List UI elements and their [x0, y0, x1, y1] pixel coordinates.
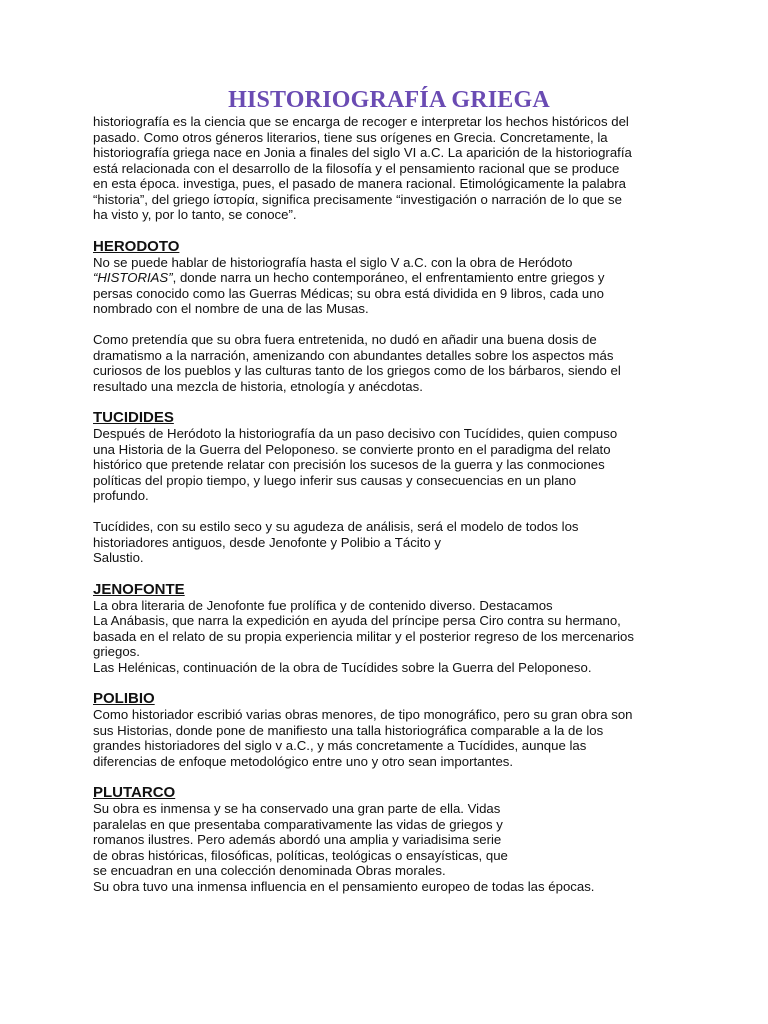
- document-page: [93, 86, 685, 894]
- section-heading: HERODOTO: [93, 237, 180, 255]
- section-paragraph: [93, 255, 685, 317]
- section-heading: PLUTARCO: [93, 784, 176, 801]
- section-heading: JENOFONTE: [93, 580, 185, 598]
- document-title: HISTORIOGRAFÍA GRIEGA: [228, 87, 550, 113]
- section-paragraph: Como pretendía que su obra fuera entretenida, no dudó en añadir una buena dosis de dramatismo a la narración, amenizando con abundantes detalles sobre los aspectos más curiosos de los pueblos y las culturas tanto de los griegos como de los bárbaros, siendo el resultado una mezcla de historia, etnología y anécdotas.: [93, 332, 621, 394]
- paragraph-line: No se puede hablar de historiografía hasta el siglo V a.C. con la obra de Heródoto: [93, 254, 573, 270]
- section-paragraph: Como historiador escribió varias obras menores, de tipo monográfico, pero su gran obra son sus Historias, donde pone de manifiesto una talla historiográfica comparable a la de los grandes historiadores del siglo v a.C., y más concretamente a Tucídides, aunque las diferencias de enfoque metodológico entre uno y otro sean importantes.: [93, 707, 633, 769]
- section-jenofonte: [93, 581, 685, 676]
- section-plutarco: [93, 784, 685, 894]
- section-paragraph: Después de Heródoto la historiografía da un paso decisivo con Tucídides, quien compuso una Historia de la Guerra del Peloponeso. se convierte pronto en el paradigma del relato histórico que pretende relatar con precisión los sucesos de la guerra y las conmociones políticas del propio tiempo, y luego inferir sus causas y consecuencias en un plano profundo.: [93, 426, 618, 503]
- section-polibio: [93, 690, 685, 769]
- section-herodoto: [93, 238, 685, 395]
- section-paragraph: Tucídides, con su estilo seco y su agudeza de análisis, será el modelo de todos los historiadores antiguos, desde Jenofonte y Polibio a Tácito y Salustio.: [93, 519, 579, 565]
- intro-paragraph: historiografía es la ciencia que se encarga de recoger e interpretar los hechos históricos del pasado. Como otros géneros literarios, tiene sus orígenes en Grecia. Concretamente, la historiografía griega nace en Jonia a finales del siglo VI a.C. La aparición de la historiografía está relacionada con el desarrollo de la filosofía y el pensamiento racional que se produce en esta época. investiga, pues, el pasado de manera racional. Etimológicamente la palabra “historia”, del griego ίστορία, significa precisamente “investigación o narración de lo que se ha visto y, por lo tanto, se conoce”.: [93, 114, 632, 222]
- section-heading: POLIBIO: [93, 690, 155, 707]
- section-tucidides: [93, 409, 685, 566]
- section-heading: TUCIDIDES: [93, 409, 174, 426]
- emphasized-title: “HISTORIAS”: [93, 270, 173, 285]
- paragraph-text: , donde narra un hecho contemporáneo, el enfrentamiento entre griegos y persas conocido como las Guerras Médicas; su obra está dividida en 9 libros, cada uno nombrado con el nombre de una de las Musas.: [93, 270, 605, 316]
- section-paragraph: Su obra es inmensa y se ha conservado una gran parte de ella. Vidas paralelas en que presentaba comparativamente las vidas de griegos y romanos ilustres. Pero además abordó una amplia y variadisima serie de obras históricas, filosóficas, políticas, teológicas o ensayísticas, que se encuadran en una colección denominada Obras morales. Su obra tuvo una inmensa influencia en el pensamiento europeo de todas las épocas.: [93, 801, 595, 894]
- section-paragraph: La obra literaria de Jenofonte fue prolífica y de contenido diverso. Destacamos La Anábasis, que narra la expedición en ayuda del príncipe persa Ciro contra su hermano, basada en el relato de su propia experiencia militar y el posterior regreso de los mercenarios griegos. Las Helénicas, continuación de la obra de Tucídides sobre la Guerra del Peloponeso.: [93, 597, 634, 675]
